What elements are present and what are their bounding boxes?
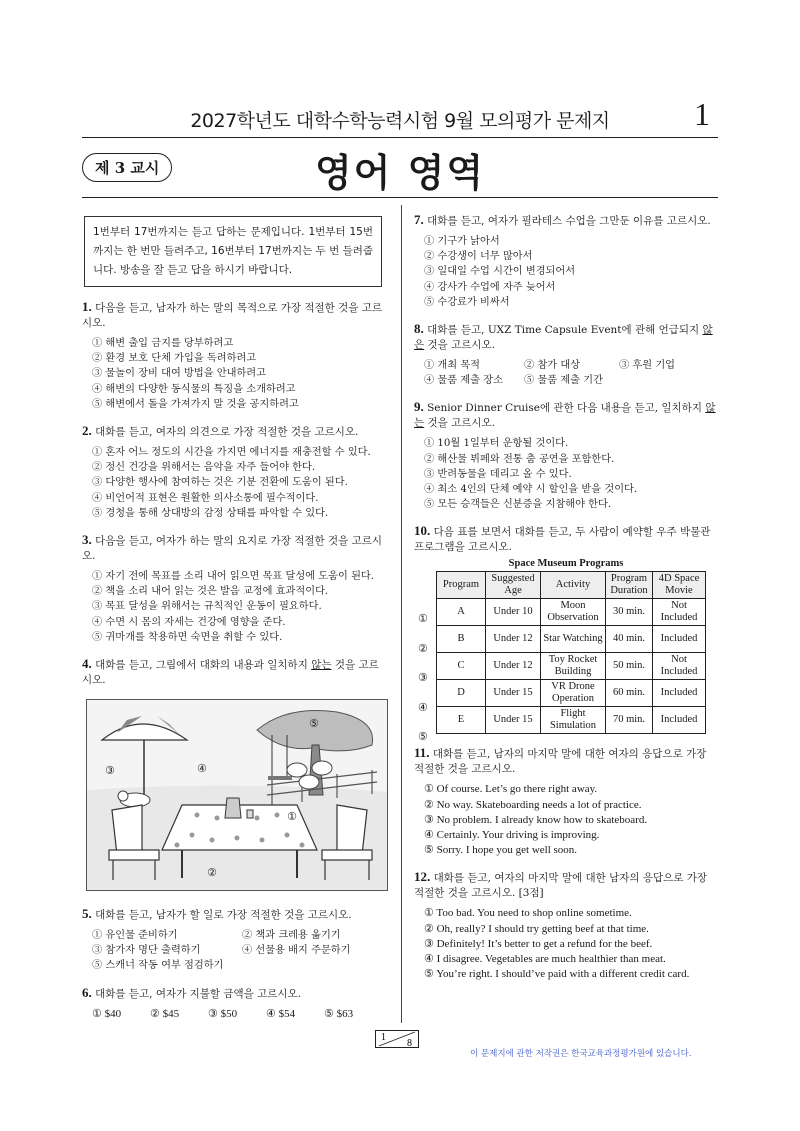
option[interactable]: ④ 강사가 수업에 자주 늦어서	[424, 281, 556, 293]
exam-title: 2027학년도 대학수학능력시험 9월 모의평가 문제지	[190, 110, 610, 132]
cell: Under 12	[486, 626, 541, 653]
option[interactable]: ① 기구가 낡아서	[424, 236, 500, 247]
question-text: 다음을 듣고, 여자가 하는 말의 요지로 가장 적절한 것을 고르시오.	[82, 535, 383, 563]
option[interactable]: ④ 선물용 배지 주문하기	[242, 945, 351, 957]
header-cell: Program	[437, 572, 486, 599]
option[interactable]: ② 책과 크레용 옮기기	[242, 930, 341, 942]
option[interactable]: ① 혼자 어느 정도의 시간을 가지면 에너지를 재충전할 수 있다.	[92, 447, 371, 459]
option[interactable]: ③ 일대일 수업 시간이 변경되어서	[424, 266, 576, 278]
option[interactable]: ④ I disagree. Vegetables are much healthier than meat.	[424, 953, 666, 966]
cell: VR Drone Operation	[541, 680, 606, 707]
question-4	[82, 656, 386, 895]
question-12	[414, 869, 718, 982]
left-column	[82, 212, 386, 1033]
question-text: 대화를 듣고, 여자가 지불할 금액을 고르시오.	[95, 987, 302, 1000]
page-total: 8	[407, 1038, 412, 1048]
option[interactable]: ① $40	[92, 1007, 122, 1020]
picture-label-5: ⑤	[309, 717, 319, 731]
header-cell: 4D Space Movie	[653, 572, 706, 599]
option[interactable]: ④ 비언어적 표현은 원활한 의사소통에 필수적이다.	[92, 492, 319, 504]
question-text-end: 것을 고르시오.	[82, 659, 379, 687]
option[interactable]: ② Oh, really? I should try getting beef at that time.	[424, 922, 649, 935]
cell: Under 15	[486, 707, 541, 734]
cell: Included	[653, 707, 706, 734]
option[interactable]: ③ Definitely! It’s better to get a refund for the beef.	[424, 937, 653, 950]
cell: Flight Simulation	[541, 707, 606, 734]
question-8	[414, 321, 718, 388]
option[interactable]: ① Of course. Let’s go there right away.	[424, 783, 598, 796]
cell: Not Included	[653, 653, 706, 680]
question-2	[82, 423, 386, 521]
picture-label-3: ③	[105, 764, 115, 778]
question-number: 3.	[82, 532, 92, 548]
option[interactable]: ⑤ 스캐너 작동 여부 점검하기	[92, 960, 224, 972]
option[interactable]: ① 해변 출입 금지를 당부하려고	[92, 338, 234, 349]
question-number: 9.	[414, 399, 424, 415]
cell: 50 min.	[606, 653, 653, 680]
option[interactable]: ⑤ 물품 제출 기간	[524, 375, 603, 387]
question-text: 대화를 듣고, 여자의 마지막 말에 대한 남자의 응답으로 가장 적절한 것을 고르시오. [3점]	[414, 872, 708, 900]
question-9	[414, 399, 718, 512]
option[interactable]: ⑤ Sorry. I hope you get well soon.	[424, 844, 578, 857]
question-7	[414, 212, 718, 310]
program-table	[436, 571, 706, 734]
option[interactable]: ② $45	[150, 1007, 180, 1020]
page-number: 1	[694, 96, 710, 132]
option[interactable]: ③ $50	[208, 1007, 238, 1020]
right-column	[414, 212, 718, 993]
table-header-row	[437, 572, 706, 599]
question-number: 2.	[82, 423, 92, 439]
option[interactable]: ⑤ 경청을 통해 상대방의 감정 상태를 파악할 수 있다.	[92, 507, 329, 519]
option[interactable]: ④ $54	[266, 1007, 296, 1020]
question-number: 12.	[414, 869, 431, 885]
picture-label-1: ①	[287, 810, 297, 824]
option[interactable]: ① 유인물 준비하기	[92, 930, 178, 942]
question-number: 1.	[82, 299, 92, 314]
table-title: Space Museum Programs	[508, 558, 624, 570]
instructions-box: 1번부터 17번까지는 듣고 답하는 문제입니다. 1번부터 15번까지는 한 번만 들려주고, 16번부터 17번까지는 두 번 들려줍니다. 방송을 잘 듣고 답을 하시기 바랍니다.	[84, 216, 382, 287]
cell: Included	[653, 626, 706, 653]
option[interactable]: ① 개최 목적	[424, 360, 481, 372]
table-row[interactable]	[437, 653, 706, 680]
table-row[interactable]	[437, 707, 706, 734]
option[interactable]: ④ 물품 제출 장소	[424, 375, 503, 387]
cell: Not Included	[653, 599, 706, 626]
row-choice-mark[interactable]: ③	[418, 671, 428, 685]
cell: A	[437, 599, 486, 626]
question-text: 대화를 듣고, UXZ Time Capsule Event에 관해 언급되지	[427, 324, 703, 337]
underlined-word: 않은	[414, 324, 713, 352]
cell: Under 10	[486, 599, 541, 626]
subject-divider	[82, 197, 718, 198]
question-text: 대화를 듣고, 여자의 의견으로 가장 적절한 것을 고르시오.	[95, 426, 359, 439]
question-text: 대화를 듣고, 남자가 할 일로 가장 적절한 것을 고르시오.	[95, 909, 352, 922]
question-text: 대화를 듣고, 남자의 마지막 말에 대한 여자의 응답으로 가장 적절한 것을 고르시오.	[414, 748, 707, 776]
option[interactable]: ① 자기 전에 목표를 소리 내어 읽으면 목표 달성에 도움이 된다.	[92, 571, 374, 583]
period-badge: 제 3 교시	[82, 153, 172, 182]
page-current: 1	[381, 1032, 386, 1043]
row-choice-mark[interactable]: ⑤	[418, 730, 428, 744]
question-text: 대화를 듣고, 그림에서 대화의 내용과 일치하지	[95, 659, 312, 672]
cell: C	[437, 653, 486, 680]
option[interactable]: ⑤ $63	[324, 1007, 354, 1020]
question-text-end: 것을 고르시오.	[424, 339, 496, 352]
question-number: 8.	[414, 321, 424, 337]
option[interactable]: ⑤ 해변에서 돌을 가져가지 말 것을 공지하려고	[92, 398, 299, 410]
picture-label-4: ④	[197, 762, 207, 776]
column-divider	[401, 205, 402, 1023]
question-5	[82, 906, 386, 974]
option[interactable]: ① 10월 1일부터 운항될 것이다.	[424, 438, 569, 450]
option[interactable]: ④ 해변의 다양한 동식물의 특징을 소개하려고	[92, 383, 296, 395]
option[interactable]: ③ 다양한 행사에 참여하는 것은 기분 전환에 도움이 된다.	[92, 477, 348, 489]
header-cell: Program Duration	[606, 572, 653, 599]
option[interactable]: ⑤ 모든 승객들은 신분증을 지참해야 한다.	[424, 499, 612, 511]
row-choice-mark[interactable]: ①	[418, 612, 428, 626]
cell: Under 15	[486, 680, 541, 707]
table-row[interactable]	[437, 599, 706, 626]
question-number: 6.	[82, 984, 92, 1000]
table-row[interactable]	[437, 680, 706, 707]
option[interactable]: ③ 물놀이 장비 대여 방법을 안내하려고	[92, 368, 266, 380]
option[interactable]: ③ No problem. I already know how to skateboard.	[424, 813, 648, 826]
option[interactable]: ② 환경 보호 단체 가입을 독려하려고	[92, 353, 257, 365]
question-text: 대화를 듣고, 여자가 필라테스 수업을 그만둔 이유를 고르시오.	[427, 215, 711, 227]
question-number: 10.	[414, 523, 431, 539]
option[interactable]: ⑤ 귀마개를 착용하면 숙면을 취할 수 있다.	[92, 631, 283, 643]
option[interactable]: ⑤ You’re right. I should’ve paid with a different credit card.	[424, 968, 690, 981]
option[interactable]: ③ 반려동물을 데리고 올 수 있다.	[424, 468, 572, 480]
row-choice-mark[interactable]: ④	[418, 701, 428, 715]
option[interactable]: ⑤ 수강료가 비싸서	[424, 296, 510, 308]
question-text: Senior Dinner Cruise에 관한 다음 내용을 듣고, 일치하지	[427, 402, 706, 415]
cell: E	[437, 707, 486, 734]
header-cell: Suggested Age	[486, 572, 541, 599]
question-text: 다음을 듣고, 남자가 하는 말의 목적으로 가장 적절한 것을 고르시오.	[82, 302, 383, 329]
option[interactable]: ② 수강생이 너무 많아서	[424, 251, 533, 263]
header-cell: Activity	[541, 572, 606, 599]
option[interactable]: ③ 참가자 명단 출력하기	[92, 945, 201, 957]
question-3	[82, 532, 386, 645]
copyright-notice: 이 문제지에 관한 저작권은 한국교육과정평가원에 있습니다.	[470, 1049, 692, 1059]
question-10	[414, 523, 718, 744]
question-11	[414, 745, 718, 858]
row-choice-mark[interactable]: ②	[418, 642, 428, 656]
option[interactable]: ② 해산물 뷔페와 전통 춤 공연을 포함한다.	[424, 453, 615, 465]
program-table-wrap	[414, 571, 718, 744]
underlined-word: 않는	[311, 659, 332, 672]
cell: Included	[653, 680, 706, 707]
cell: Toy Rocket Building	[541, 653, 606, 680]
cell: 60 min.	[606, 680, 653, 707]
table-row[interactable]	[437, 626, 706, 653]
question-number: 7.	[414, 212, 424, 227]
cell: 70 min.	[606, 707, 653, 734]
question-number: 11.	[414, 745, 430, 761]
underlined-word: 않는	[414, 402, 716, 430]
option[interactable]: ② No way. Skateboarding needs a lot of practice.	[424, 798, 642, 811]
question-6	[82, 985, 386, 1022]
cell: Under 12	[486, 653, 541, 680]
option[interactable]: ④ 최소 4인의 단체 예약 시 할인을 받을 것이다.	[424, 484, 638, 496]
question-text-end: 것을 고르시오.	[424, 417, 496, 430]
option[interactable]: ③ 목표 달성을 위해서는 규칙적인 운동이 필요하다.	[92, 601, 322, 613]
picnic-illustration	[86, 699, 388, 891]
cell: 30 min.	[606, 599, 653, 626]
option[interactable]: ① Too bad. You need to shop online sometime.	[424, 907, 632, 920]
question-number: 4.	[82, 656, 92, 672]
cell: Moon Observation	[541, 599, 606, 626]
question-1	[82, 299, 386, 412]
picture-label-2: ②	[207, 866, 217, 880]
option[interactable]: ④ 수면 시 몸의 자세는 건강에 영향을 준다.	[92, 616, 286, 628]
cell: B	[437, 626, 486, 653]
page-indicator	[375, 1030, 419, 1048]
option[interactable]: ④ Certainly. Your driving is improving.	[424, 829, 600, 842]
question-text: 다음 표를 보면서 대화를 듣고, 두 사람이 예약할 우주 박물관 프로그램을 고르시오.	[414, 526, 711, 554]
cell: 40 min.	[606, 626, 653, 653]
cell: Star Watching	[541, 626, 606, 653]
option[interactable]: ② 책을 소리 내어 읽는 것은 발음 교정에 효과적이다.	[92, 586, 329, 598]
option[interactable]: ③ 후원 기업	[619, 360, 676, 372]
subject-title: 영어 영역	[314, 151, 486, 195]
option[interactable]: ② 정신 건강을 위해서는 음악을 자주 들어야 한다.	[92, 462, 316, 474]
header-divider	[82, 137, 718, 138]
option[interactable]: ② 참가 대상	[524, 360, 581, 372]
cell: D	[437, 680, 486, 707]
question-number: 5.	[82, 906, 92, 922]
